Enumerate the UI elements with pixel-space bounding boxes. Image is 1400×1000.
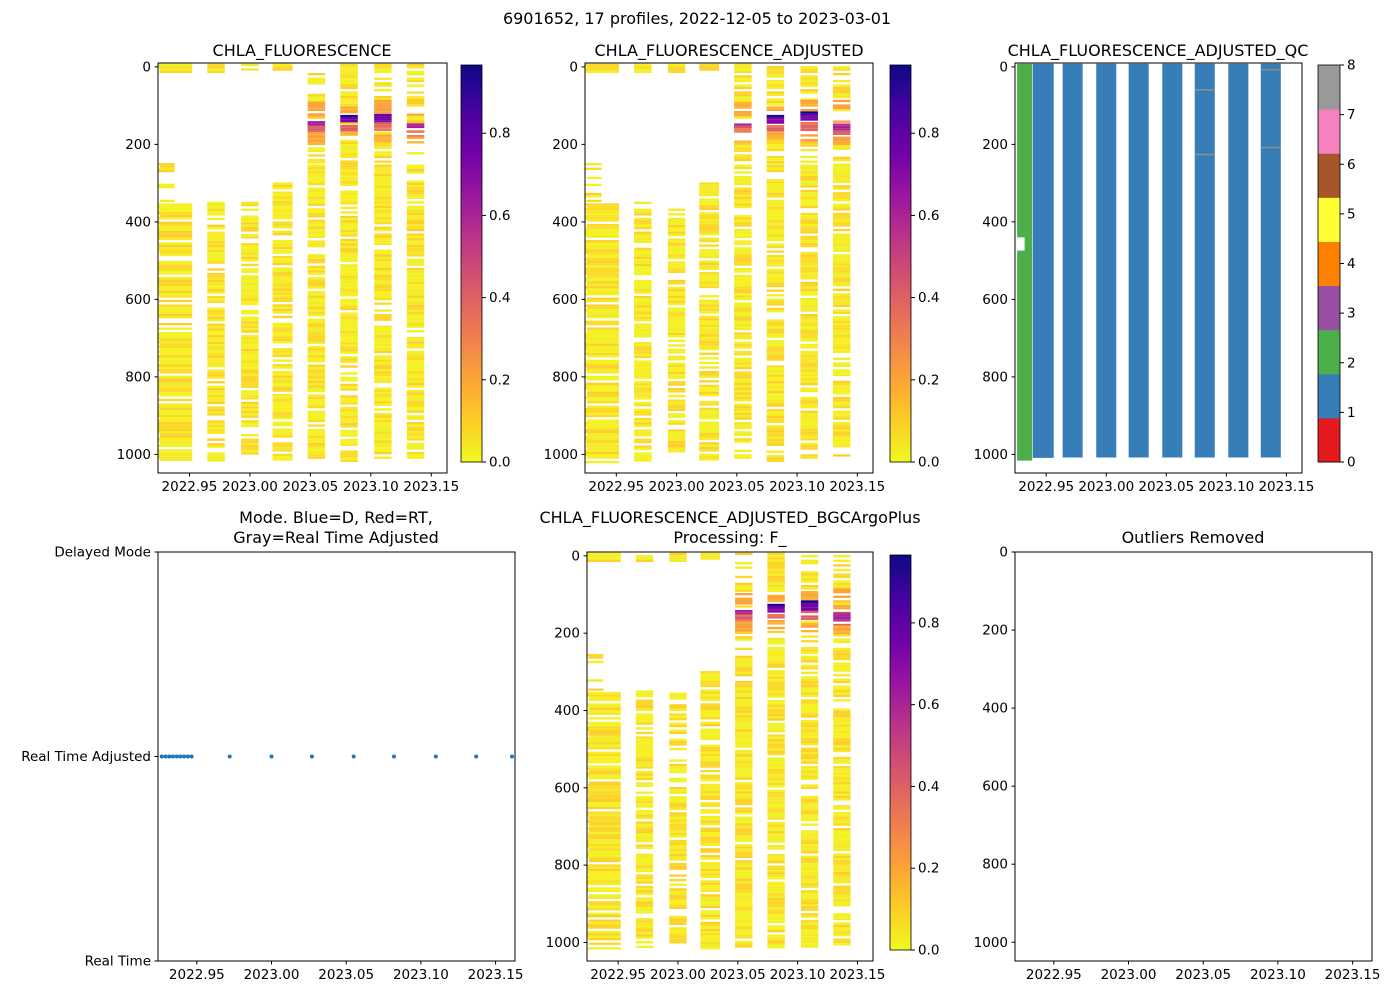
x-tick-label: 2022.95	[590, 967, 647, 983]
panel-chla-fluorescence-adjusted-qc-data	[1017, 64, 1281, 461]
x-tick-label: 2023.05	[709, 967, 766, 983]
x-tick-label: 2023.00	[243, 967, 300, 983]
y-tick-label: 800	[982, 856, 1008, 873]
y-tick-label: 0	[569, 59, 578, 76]
colorbar-tick-label: 4	[1347, 256, 1356, 272]
y-tick-label: Delayed Mode	[54, 544, 151, 561]
y-tick-label: 600	[552, 291, 578, 308]
panel-chla-fluorescence-adjusted-bgcargoplus-data	[581, 553, 850, 950]
colorbar-tick-label: 0.2	[918, 860, 940, 877]
x-tick-label: 2023.15	[467, 967, 524, 983]
axes-frame	[1015, 552, 1372, 961]
y-tick-label: 400	[125, 214, 151, 231]
x-tick-label: 2022.95	[1018, 479, 1075, 495]
colorbar-tick-label: 0.8	[918, 125, 940, 142]
x-tick-label: 2023.05	[1175, 967, 1232, 983]
mode-dot	[510, 755, 514, 759]
colorbar-tick-label: 5	[1347, 206, 1356, 223]
panel-mode	[21, 545, 523, 984]
y-tick-label: 800	[554, 857, 580, 874]
panel-chla-fluorescence-data	[151, 64, 425, 462]
y-tick-label: 800	[552, 369, 578, 386]
y-tick-label: 800	[982, 369, 1008, 386]
colorbar-tick-label: 3	[1347, 305, 1356, 322]
y-tick-label: 1000	[973, 934, 1008, 951]
y-tick-label: 0	[142, 59, 151, 76]
colorbar-chla-fluorescence-adjusted	[890, 65, 939, 471]
x-tick-label: 2023.10	[342, 479, 399, 495]
x-tick-label: 2023.05	[708, 479, 765, 495]
y-tick-label: 400	[554, 702, 580, 719]
x-tick-label: 2023.00	[1100, 967, 1157, 983]
y-tick-label: 200	[982, 622, 1008, 639]
panel-chla-fluorescence	[117, 59, 511, 495]
x-tick-label: 2023.15	[1324, 967, 1381, 983]
panel-title-mode	[233, 508, 439, 548]
x-tick-label: 2023.05	[1138, 479, 1195, 495]
mode-dot	[310, 755, 314, 759]
x-tick-label: 2023.15	[829, 967, 886, 983]
colorbar-tick-label: 1	[1347, 404, 1356, 421]
panel-title-bgcargoplus	[539, 508, 920, 548]
colorbar-tick-label: 0.6	[918, 207, 940, 224]
x-tick-label: 2023.15	[1258, 479, 1315, 495]
colorbar-tick-label: 0.0	[918, 454, 940, 471]
x-tick-label: 2023.05	[282, 479, 339, 495]
y-tick-label: 600	[554, 780, 580, 797]
y-tick-label: Real Time	[84, 953, 151, 970]
y-tick-label: 600	[125, 291, 151, 308]
mode-dot	[171, 755, 175, 759]
axes-frame	[585, 63, 873, 473]
colorbar-tick-label: 0.6	[489, 207, 511, 224]
mode-dot	[392, 755, 396, 759]
mode-dot	[175, 755, 179, 759]
mode-dot	[474, 755, 478, 759]
mode-dot	[228, 755, 232, 759]
y-tick-label: 0	[999, 59, 1008, 76]
mode-dot	[167, 755, 171, 759]
y-tick-label: 800	[125, 369, 151, 386]
y-tick-label: 400	[982, 214, 1008, 231]
figure-title: 6901652, 17 profiles, 2022-12-05 to 2023-03-01	[502, 9, 892, 28]
panel-title-bgcargoplus-line2: Processing: F_	[673, 528, 787, 547]
x-tick-label: 2023.10	[1198, 479, 1255, 495]
y-tick-label: 1000	[116, 446, 151, 463]
x-tick-label: 2023.00	[1078, 479, 1135, 495]
panel-title-bgcargoplus-line1: CHLA_FLUORESCENCE_ADJUSTED_BGCArgoPlus	[539, 508, 921, 527]
colorbar-tick-label: 0.0	[489, 454, 511, 471]
axes-frame	[158, 63, 447, 473]
colorbar-tick-label: 8	[1347, 57, 1356, 74]
colorbar-tick-label: 7	[1347, 107, 1356, 124]
panel-title-mode-line2: Gray=Real Time Adjusted	[233, 528, 439, 547]
panel-chla-fluorescence-adjusted-data	[579, 64, 851, 463]
y-tick-label: 200	[125, 136, 151, 153]
colorbar-tick-label: 0	[1347, 454, 1356, 471]
x-tick-label: 2023.10	[769, 479, 825, 495]
mode-dot	[160, 755, 164, 759]
x-tick-label: 2023.15	[403, 479, 460, 495]
panel-chla-fluorescence-adjusted-bgcargoplus	[546, 548, 940, 983]
x-tick-label: 2022.95	[161, 479, 218, 495]
y-tick-label: 0	[571, 548, 580, 565]
y-tick-label: 0	[999, 544, 1008, 561]
y-tick-label: 200	[982, 136, 1008, 153]
x-tick-label: 2023.00	[221, 479, 278, 495]
colorbar-chla-fluorescence-adjusted-bgcargoplus	[890, 555, 939, 959]
colorbar-tick-label: 0.2	[918, 372, 940, 389]
mode-dot	[270, 755, 274, 759]
colorbar-tick-label: 0.8	[918, 615, 940, 632]
colorbar-tick-label: 2	[1347, 355, 1356, 372]
panel-title-chla-fluorescence-adjusted-qc: CHLA_FLUORESCENCE_ADJUSTED_QC	[1007, 41, 1309, 60]
colorbar-tick-label: 0.4	[489, 290, 511, 307]
y-tick-label: 400	[552, 214, 578, 231]
panel-outliers-removed	[974, 545, 1381, 984]
panel-title-outliers-removed: Outliers Removed	[1121, 528, 1265, 547]
y-tick-label: 200	[554, 625, 580, 642]
y-tick-label: 200	[552, 136, 578, 153]
x-tick-label: 2022.95	[588, 479, 645, 495]
y-tick-label: 400	[982, 700, 1008, 717]
panel-title-chla-fluorescence: CHLA_FLUORESCENCE	[212, 41, 392, 60]
colorbar-tick-label: 6	[1347, 156, 1356, 173]
x-tick-label: 2023.10	[1249, 967, 1306, 983]
y-tick-label: 1000	[973, 446, 1008, 463]
panel-chla-fluorescence-adjusted	[544, 59, 940, 495]
x-tick-label: 2023.10	[769, 967, 826, 983]
mode-dot	[190, 755, 194, 759]
y-tick-label: 1000	[543, 446, 578, 463]
mode-dot	[178, 755, 182, 759]
y-tick-label: 600	[982, 291, 1008, 308]
mode-dot	[186, 755, 190, 759]
x-tick-label: 2023.10	[392, 967, 449, 983]
mode-dot	[434, 755, 438, 759]
colorbar-chla-fluorescence	[461, 65, 510, 471]
panel-title-mode-line1: Mode. Blue=D, Red=RT,	[239, 508, 433, 527]
y-tick-label: Real Time Adjusted	[21, 749, 151, 765]
colorbar-tick-label: 0.0	[918, 942, 940, 959]
colorbar-chla-fluorescence-adjusted-qc	[1318, 58, 1356, 471]
y-tick-label: 600	[982, 778, 1008, 795]
axes-frame	[158, 552, 515, 961]
x-tick-label: 2022.95	[1025, 967, 1082, 983]
axes-frame	[587, 552, 873, 961]
mode-dot	[164, 755, 168, 759]
x-tick-label: 2023.00	[650, 967, 706, 983]
colorbar-tick-label: 0.4	[918, 290, 940, 307]
colorbar-tick-label: 0.8	[489, 125, 511, 142]
x-tick-label: 2023.00	[648, 479, 705, 495]
x-tick-label: 2023.05	[318, 967, 375, 983]
axes-frame	[1015, 63, 1302, 473]
x-tick-label: 2022.95	[168, 967, 225, 983]
colorbar-tick-label: 0.2	[489, 372, 511, 389]
colorbar-tick-label: 0.6	[918, 697, 940, 714]
panel-title-chla-fluorescence-adjusted: CHLA_FLUORESCENCE_ADJUSTED	[594, 41, 864, 60]
mode-dot	[182, 755, 186, 759]
panel-chla-fluorescence-adjusted-qc	[974, 58, 1356, 496]
x-tick-label: 2023.15	[829, 479, 886, 495]
colorbar-tick-label: 0.4	[918, 778, 940, 795]
mode-dot	[352, 755, 356, 759]
y-tick-label: 1000	[545, 934, 580, 951]
